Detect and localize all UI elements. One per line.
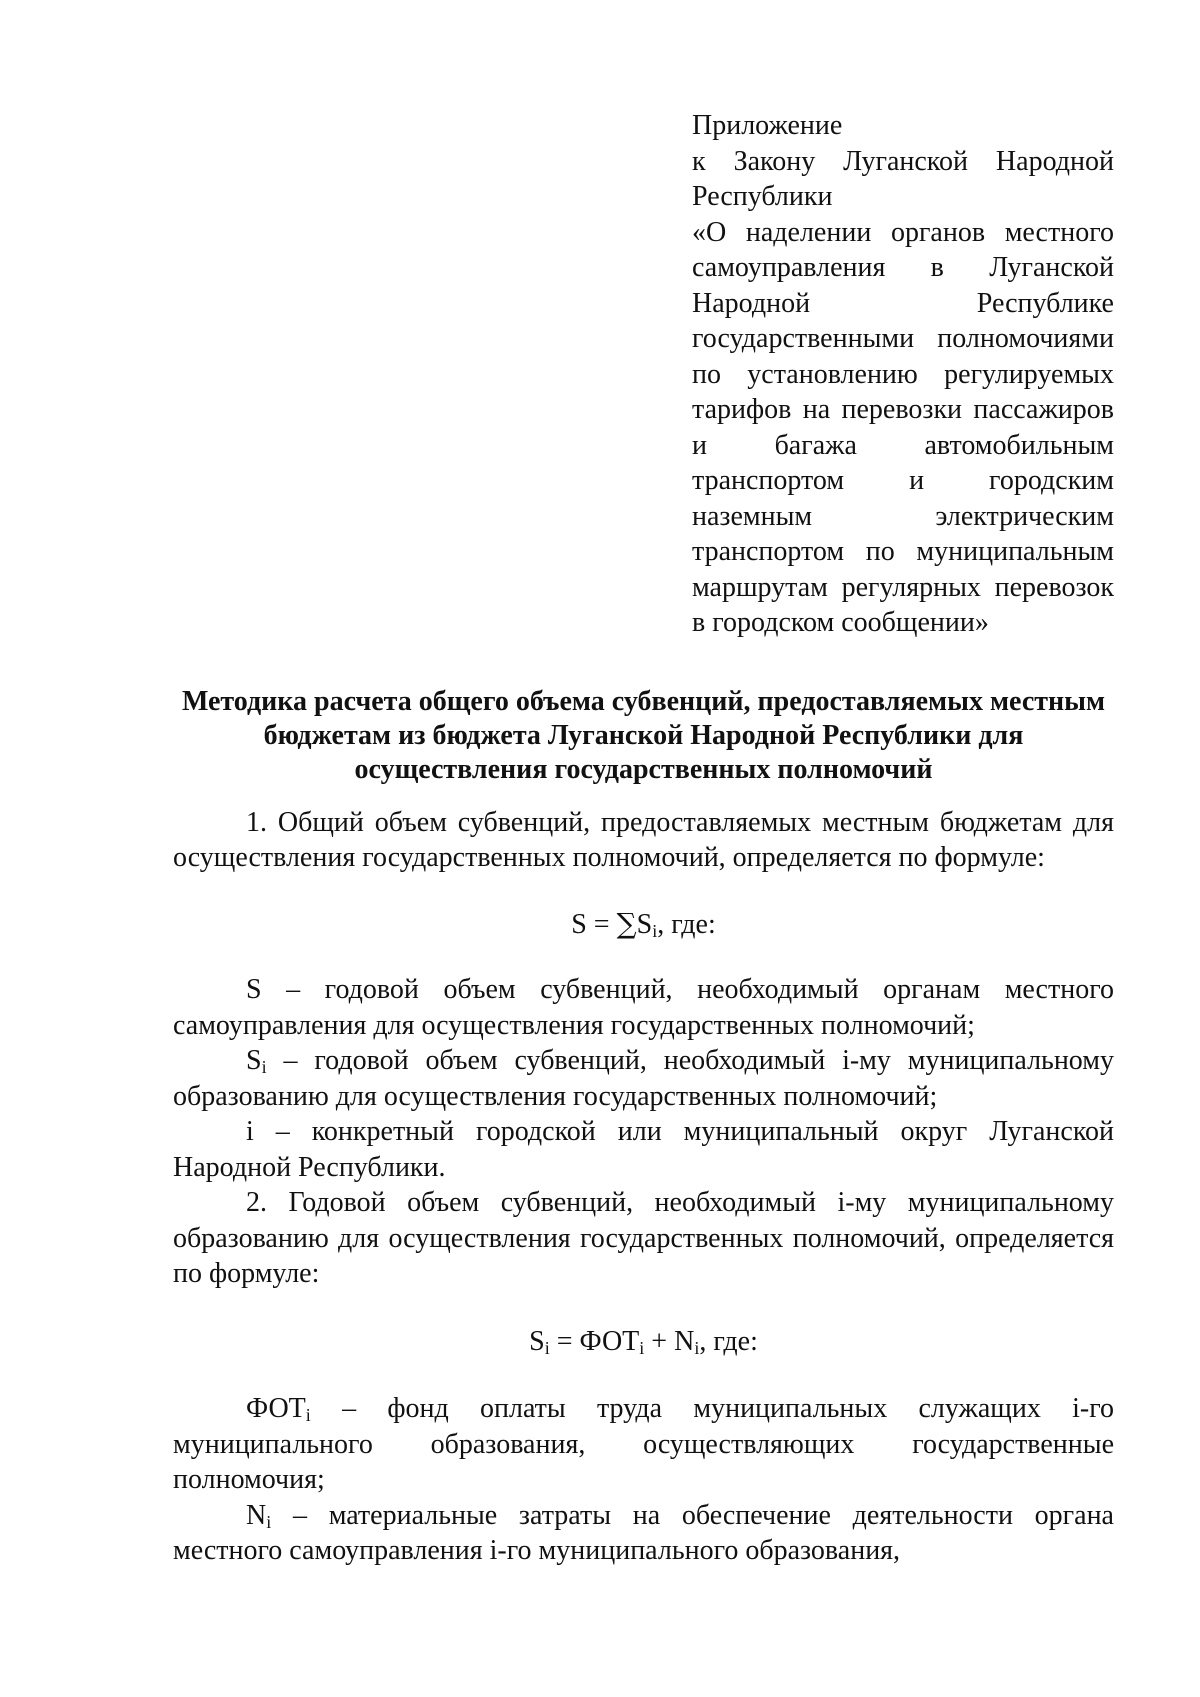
formula-total [173,906,1114,943]
definition-fot-text: – фонд оплаты труда муниципальных служащих i-го муниципального образования, осуществляющих государственные полномочия; [173,1393,1114,1495]
definition-si [173,1043,1114,1114]
formula-si-s-sub: i [544,1337,550,1358]
definition-n [173,1498,1114,1569]
definition-si-symbol: S [246,1045,262,1076]
formula-total-lhs: S = [571,908,617,940]
formula-si-fot-sub: i [639,1337,645,1358]
definition-s: S – годовой объем субвенций, необходимый органам местного самоуправления для осуществления государственных полномочий; [173,974,1114,1041]
definition-n-sub: i [266,1511,272,1532]
definition-fot-sub: i [305,1405,311,1425]
formula-total-sub: i [652,920,658,941]
formula-si [173,1324,1114,1360]
appendix-label: Приложение [692,110,843,141]
definition-n-text: – материальные затраты на обеспечение деятельности органа местного самоуправления i-го муниципального образования, [173,1499,1114,1566]
formula-si-tail: , где: [699,1325,758,1357]
document-title [173,685,1114,787]
formula-total-term: S [636,908,653,940]
definition-si-sub: i [261,1057,267,1077]
formula-si-n: + N [644,1325,695,1357]
formula-si-n-sub: i [694,1337,700,1358]
title-line-2: бюджетам из бюджета Луганской Народной Республики для [263,719,1024,751]
sigma-symbol: ∑ [616,906,637,940]
title-line-3: осуществления государственных полномочий [354,753,933,785]
paragraph-2: 2. Годовой объем субвенций, необходимый i-му муниципальному образованию для осуществления государственных полномочий, определяется по формуле: [173,1187,1114,1289]
paragraph-1: 1. Общий объем субвенций, предоставляемых местным бюджетам для осуществления государственных полномочий, определяется по формуле: [173,806,1114,873]
definition-n-symbol: N [246,1499,267,1531]
appendix-law-reference: к Закону Луганской Народной Республики [692,145,1114,212]
definition-i: i – конкретный городской или муниципальный округ Луганской Народной Республики. [173,1116,1114,1183]
definition-si-text: – годовой объем субвенций, необходимый i-му муниципальному образованию для осуществления государственных полномочий; [173,1045,1114,1112]
definition-fot [173,1391,1114,1498]
formula-si-s: S [529,1325,545,1357]
appendix-header [692,108,1114,641]
definition-fot-symbol: ФОТ [246,1393,306,1424]
appendix-law-title: «О наделении органов местного самоуправления в Луганской Народной Республике государственными полномочиями по установлению регулируемых тарифов на перевозки пассажиров и багажа автомобильным транспортом и городским наземным электрическим транспортом по муниципальным маршрутам регулярных перевозок в городском сообщении» [692,216,1114,638]
title-line-1: Методика расчета общего объема субвенций, предоставляемых местным [181,685,1106,717]
formula-si-fot: = ФОТ [549,1325,640,1357]
formula-total-tail: , где: [657,908,716,940]
